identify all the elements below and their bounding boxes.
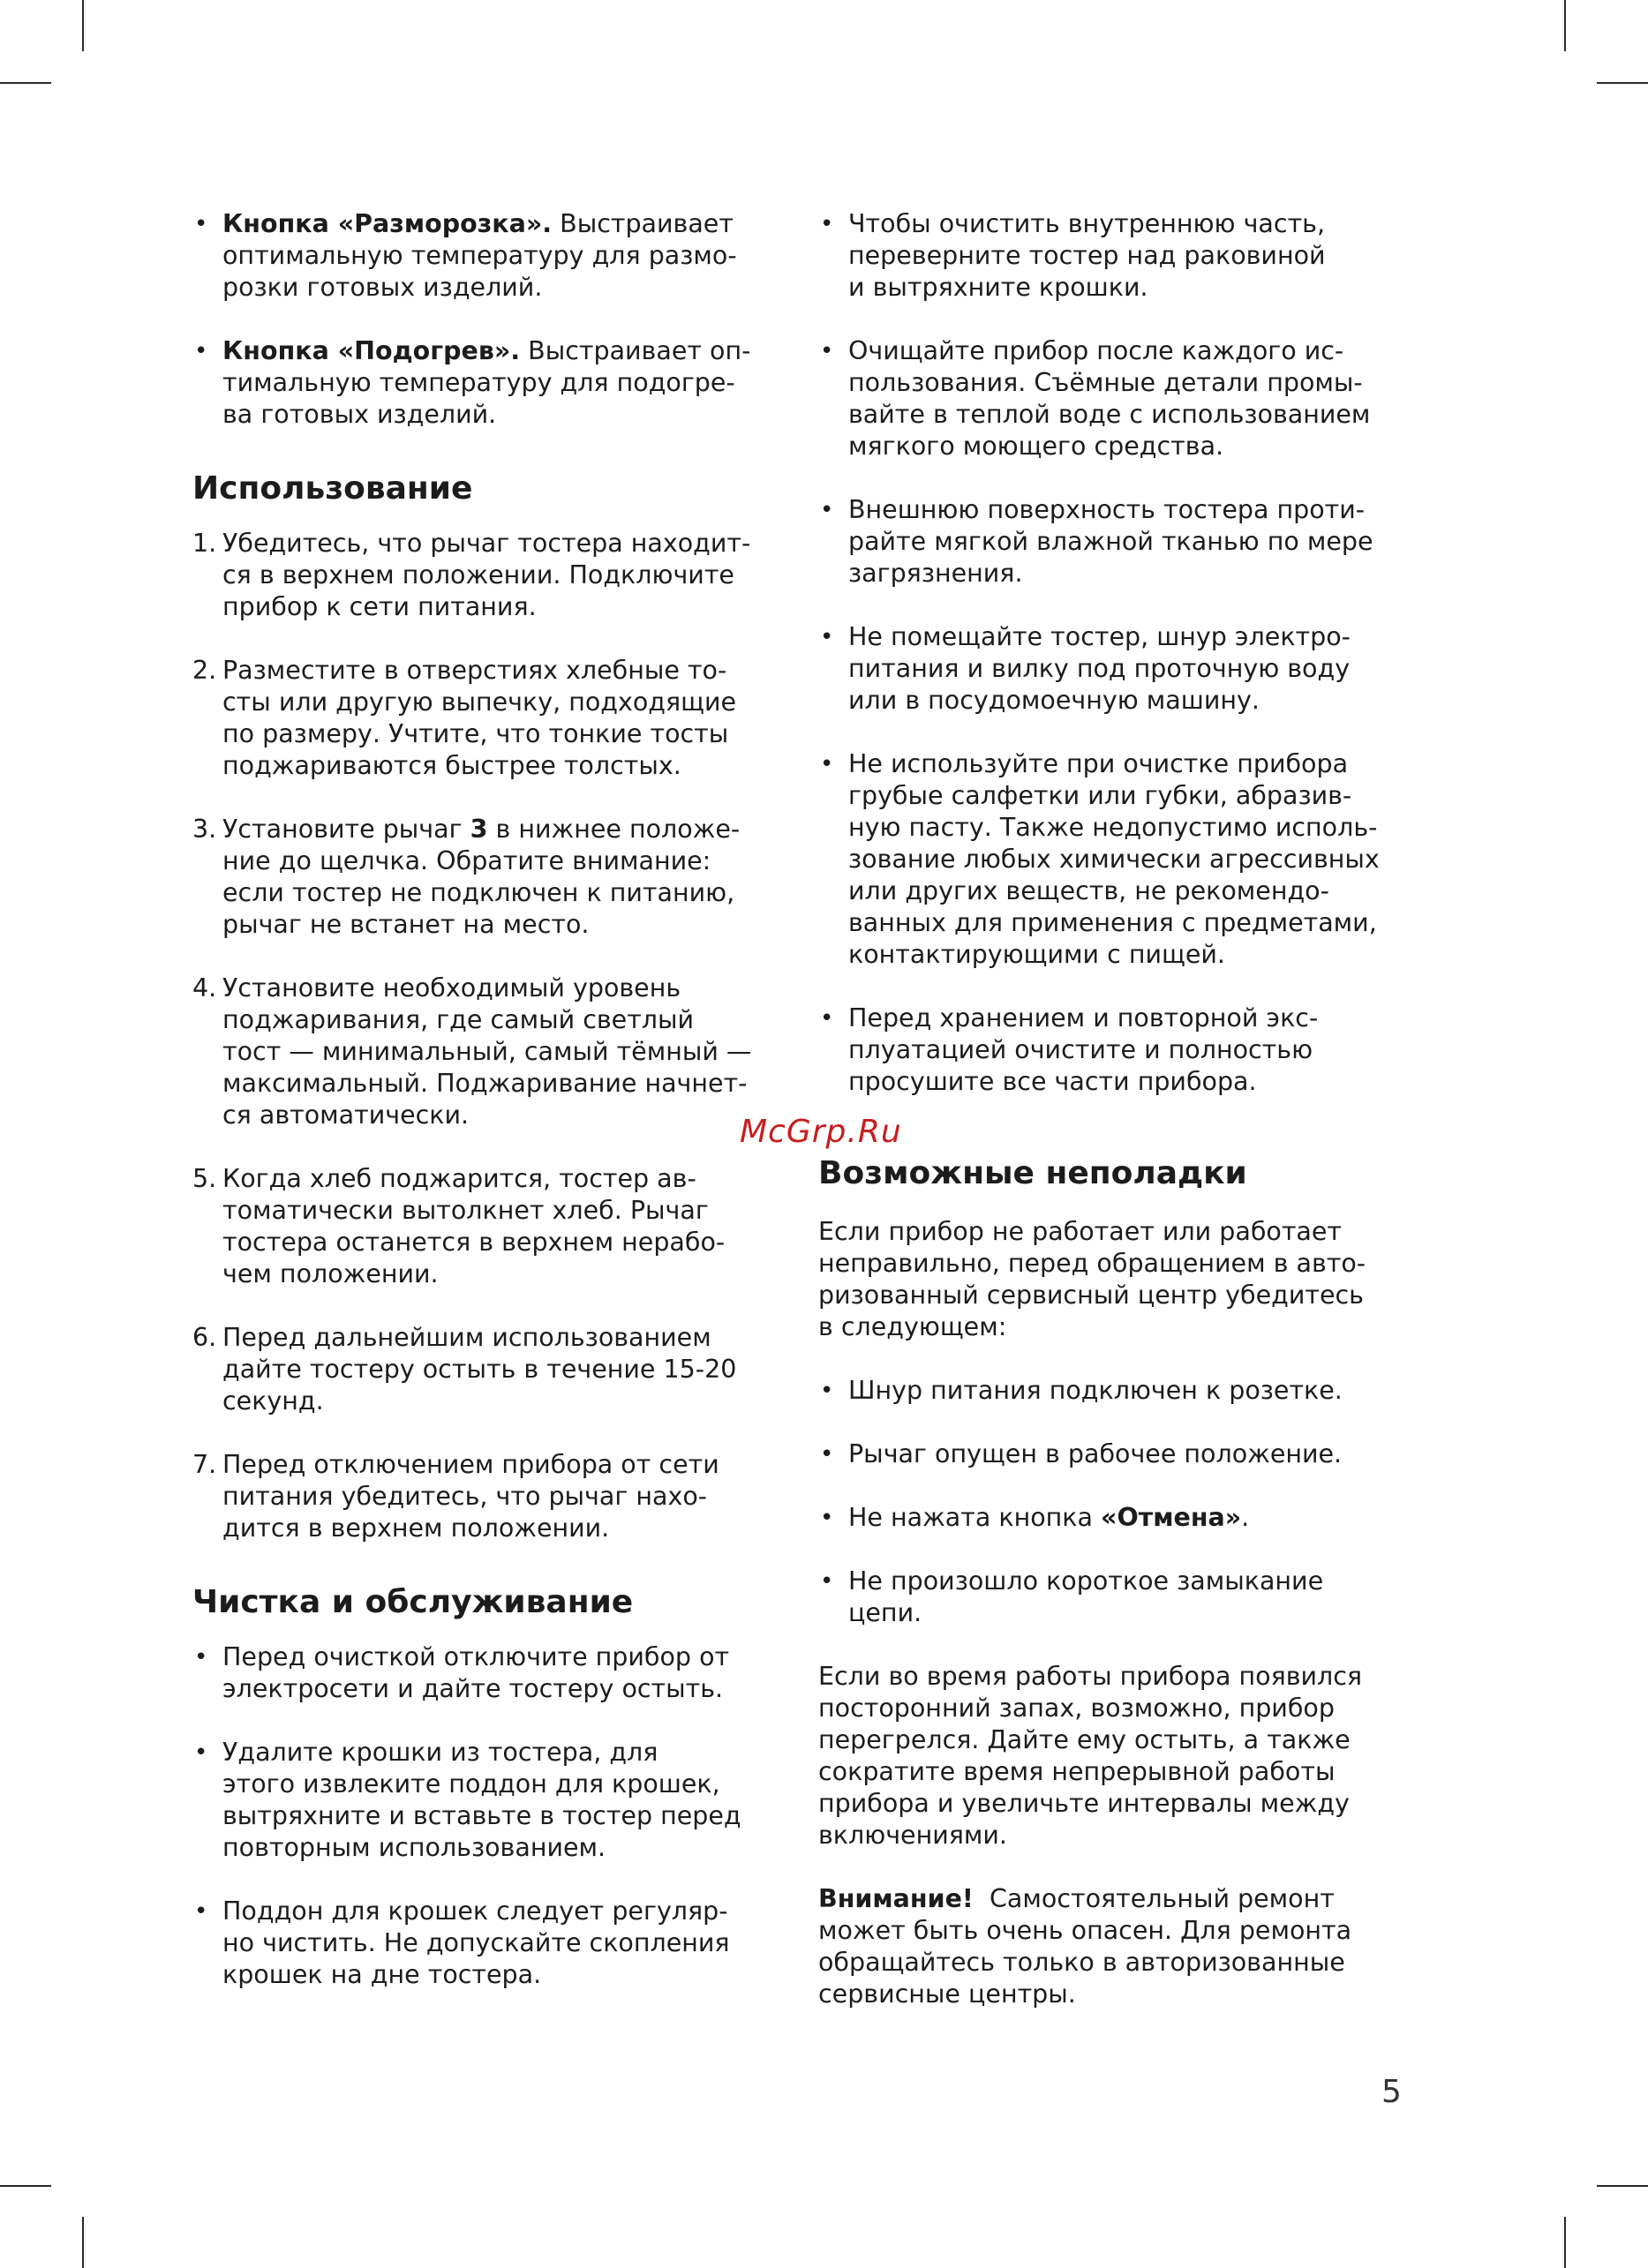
bullet-icon: • <box>820 1441 834 1468</box>
crop-mark-top-left <box>82 0 84 51</box>
crop-mark-bottom-left <box>82 2217 84 2268</box>
bullet-icon: • <box>820 211 834 237</box>
cleaning-item: • Не используйте при очистке прибора грубые салфетки или губки, абразив- ную пасту. Также недопустимо исполь- зование любых химически агрессивных или других веществ, не рекомендо- ванных для применения с предметами, контактирующими с пищей. <box>820 749 1380 969</box>
bullet-icon: • <box>194 1898 208 1925</box>
feature-title: Кнопка «Разморозка». <box>222 209 553 238</box>
warning-note: Внимание! Самостоятельный ремонт может быть очень опасен. Для ремонта обращайтесь только в авторизованные сервисные центры. <box>818 1884 1352 2009</box>
troubleshooting-check: • Не нажата кнопка «Отмена». <box>820 1503 1250 1532</box>
cleaning-item: • Чтобы очистить внутреннюю часть, переверните тостер над раковиной и вытряхните крошки. <box>820 209 1326 302</box>
cleaning-item: • Перед очисткой отключите прибор от электросети и дайте тостеру остыть. <box>194 1642 730 1703</box>
left-column <box>192 208 801 1991</box>
cleaning-item: • Очищайте прибор после каждого ис- пользования. Съёмные детали промы- вайте в теплой воде с использованием мягкого моющего средства. <box>820 336 1371 461</box>
bullet-icon: • <box>820 624 834 650</box>
usage-step: 6. Перед дальнейшим использованием дайте тостеру остыть в течение 15-20 секунд. <box>192 1323 737 1416</box>
usage-step: 4. Установите необходимый уровень поджаривания, где самый светлый тост — минимальный, самый тёмный — максимальный. Поджаривание начнет- ся автоматически. <box>192 973 752 1130</box>
bullet-icon: • <box>194 1739 208 1766</box>
page-number: 5 <box>1381 2074 1402 2110</box>
usage-heading: Использование <box>192 470 473 507</box>
usage-step: 2. Разместите в отверстиях хлебные то- сты или другую выпечку, подходящие по размеру. Учтите, что тонкие тосты поджариваются быстрее толстых. <box>192 656 737 780</box>
feature-reheat-button: • Кнопка «Подогрев». Выстраивает оп- тимальную температуру для подогре- ва готовых изделий. <box>194 336 751 429</box>
troubleshooting-check: • Не произошло короткое замыкание цепи. <box>820 1566 1324 1627</box>
cleaning-item: • Внешнюю поверхность тостера проти- райте мягкой влажной тканью по мере загрязнения. <box>820 495 1373 588</box>
feature-title: Кнопка «Подогрев». <box>222 336 521 365</box>
bullet-icon: • <box>820 338 834 364</box>
crop-mark-top-right <box>1564 0 1566 51</box>
crop-mark-bottom-right-h <box>1597 2185 1648 2187</box>
troubleshooting-check: • Рычаг опущен в рабочее положение. <box>820 1439 1343 1468</box>
crop-mark-bottom-left-h <box>0 2185 51 2187</box>
bullet-icon: • <box>820 751 834 777</box>
cleaning-item: • Поддон для крошек следует регуляр- но чистить. Не допускайте скопления крошек на дне тостера. <box>194 1896 730 1989</box>
crop-mark-bottom-right <box>1564 2217 1566 2268</box>
usage-step: 1. Убедитесь, что рычаг тостера находит- ся в верхнем положении. Подключите прибор к сети питания. <box>192 529 751 621</box>
troubleshooting-check: • Шнур питания подключен к розетке. <box>820 1376 1343 1405</box>
usage-step: 5. Когда хлеб поджарится, тостер ав- томатически вытолкнет хлеб. Рычаг тостера останется в верхнем нерабо- чем положении. <box>192 1164 726 1288</box>
smell-note: Если во время работы прибора появился посторонний запах, возможно, прибор перегрелся. Дайте ему остыть, а также сократите время непрерывной работы прибора и увеличьте интервалы между включениями. <box>818 1662 1363 1850</box>
watermark: McGrp.Ru <box>740 1114 902 1150</box>
bullet-icon: • <box>820 1505 834 1531</box>
right-column <box>818 208 1436 2010</box>
troubleshooting-intro: Если прибор не работает или работает неправильно, перед обращением в авто- ризованный сервисный центр убедитесь в следующем: <box>818 1217 1366 1341</box>
usage-step: 7. Перед отключением прибора от сети питания убедитесь, что рычаг нахо- дится в верхнем положении. <box>192 1450 719 1543</box>
usage-step: 3. Установите рычаг 3 в нижнее положе- ние до щелчка. Обратите внимание: если тостер не подключен к питанию, рычаг не встанет на место. <box>192 815 741 939</box>
cleaning-item: • Удалите крошки из тостера, для этого извлеките поддон для крошек, вытряхните и вставьте в тостер перед повторным использованием. <box>194 1738 741 1862</box>
bullet-icon: • <box>194 1644 208 1671</box>
warning-label: Внимание! <box>818 1884 974 1913</box>
bullet-icon: • <box>194 211 208 237</box>
feature-defrost-button: • Кнопка «Разморозка». Выстраивает оптимальную температуру для размо- розки готовых изделий. <box>194 209 737 302</box>
bullet-icon: • <box>820 1005 834 1032</box>
cleaning-item: • Не помещайте тостер, шнур электро- питания и вилку под проточную воду или в посудомоечную машину. <box>820 622 1351 715</box>
bullet-icon: • <box>820 497 834 523</box>
cleaning-item: • Перед хранением и повторной экс- плуатацией очистите и полностью просушите все части прибора. <box>820 1003 1319 1096</box>
troubleshooting-heading: Возможные неполадки <box>818 1155 1247 1191</box>
bullet-icon: • <box>820 1568 834 1595</box>
cleaning-heading: Чистка и обслуживание <box>192 1584 634 1620</box>
bullet-icon: • <box>820 1378 834 1404</box>
crop-mark-top-right-h <box>1597 82 1648 84</box>
bullet-icon: • <box>194 338 208 364</box>
crop-mark-top-left-h <box>0 82 51 84</box>
